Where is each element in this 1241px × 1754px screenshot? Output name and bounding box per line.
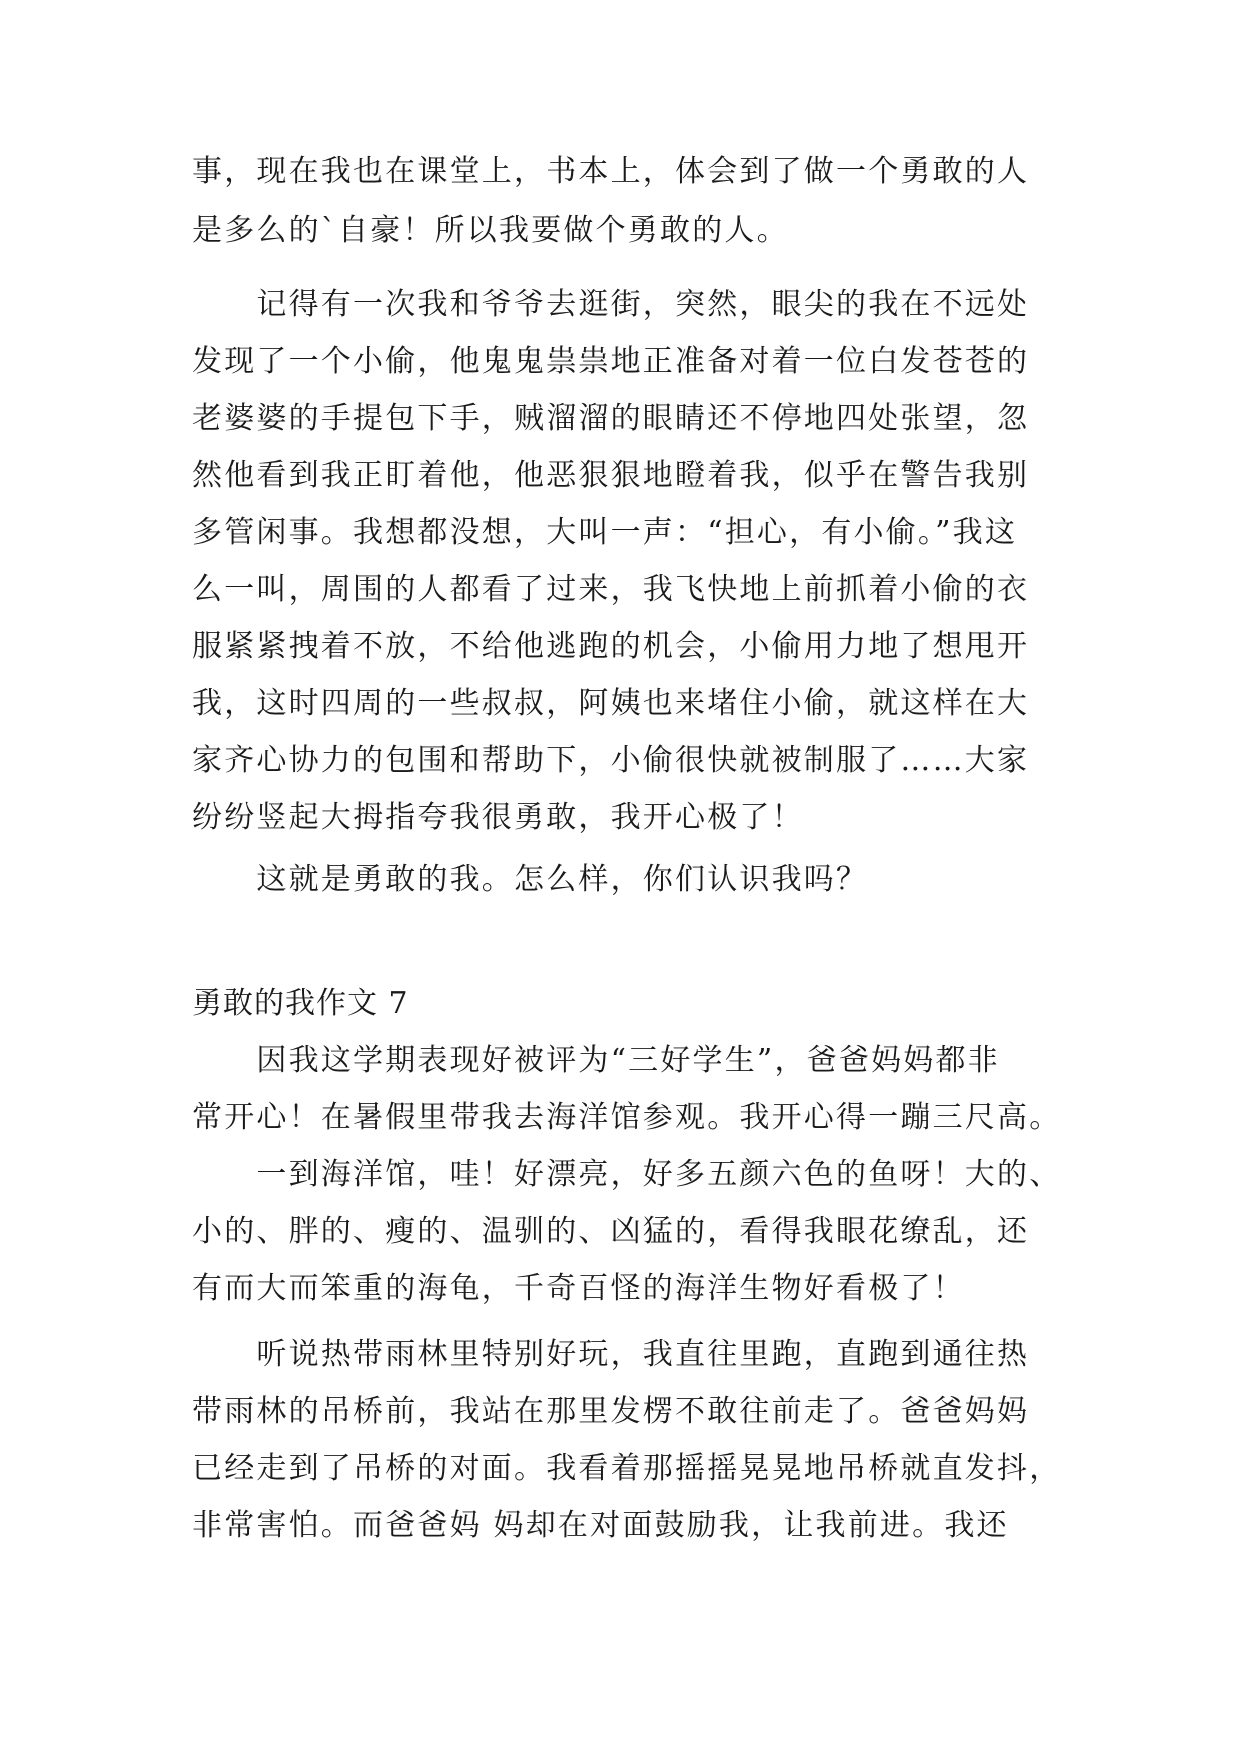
paragraph-line: 多管闲事。我想都没想，大叫一声：“担心，有小偷。”我这 <box>192 515 1018 550</box>
paragraph-line: 老婆婆的手提包下手，贼溜溜的眼睛还不停地四处张望，忽 <box>192 401 1030 436</box>
paragraph-line: 听说热带雨林里特别好玩，我直往里跑，直跑到通往热 <box>192 1337 1030 1372</box>
paragraph-line: 非常害怕。而爸爸妈 妈却在对面鼓励我，让我前进。我还 <box>192 1508 1009 1543</box>
paragraph-line: 事，现在我也在课堂上，书本上，体会到了做一个勇敢的人 <box>192 154 1030 189</box>
paragraph-line: 发现了一个小偷，他鬼鬼祟祟地正准备对着一位白发苍苍的 <box>192 344 1030 379</box>
paragraph-line: 记得有一次我和爷爷去逛街，突然，眼尖的我在不远处 <box>192 287 1030 322</box>
paragraph-line: 带雨林的吊桥前，我站在那里发楞不敢往前走了。爸爸妈妈 <box>192 1394 1030 1429</box>
paragraph-line: 小的、胖的、瘦的、温驯的、凶猛的，看得我眼花缭乱，还 <box>192 1214 1030 1249</box>
paragraph-line: 家齐心协力的包围和帮助下，小偷很快就被制服了……大家 <box>192 743 1030 778</box>
paragraph-line: 因我这学期表现好被评为“三好学生”，爸爸妈妈都非 <box>192 1043 1000 1078</box>
paragraph-line: 一到海洋馆，哇！好漂亮，好多五颜六色的鱼呀！大的、 <box>192 1157 1062 1192</box>
paragraph-line: 服紧紧拽着不放，不给他逃跑的机会，小偷用力地了想甩开 <box>192 629 1030 664</box>
paragraph-line: 是多么的`自豪！所以我要做个勇敢的人。 <box>192 213 789 248</box>
paragraph-line: 然他看到我正盯着他，他恶狠狠地瞪着我，似乎在警告我别 <box>192 458 1030 493</box>
paragraph-line: 纷纷竖起大拇指夸我很勇敢，我开心极了！ <box>192 800 804 835</box>
paragraph-line: 这就是勇敢的我。怎么样，你们认识我吗？ <box>192 862 869 897</box>
paragraph-line: 已经走到了吊桥的对面。我看着那摇摇晃晃地吊桥就直发抖， <box>192 1451 1062 1486</box>
paragraph-line: 么一叫，周围的人都看了过来，我飞快地上前抓着小偷的衣 <box>192 572 1030 607</box>
paragraph-line: 我，这时四周的一些叔叔，阿姨也来堵住小偷，就这样在大 <box>192 686 1030 721</box>
paragraph-line: 常开心！在暑假里带我去海洋馆参观。我开心得一蹦三尺高。 <box>192 1100 1062 1135</box>
paragraph-line: 有而大而笨重的海龟，千奇百怪的海洋生物好看极了！ <box>192 1271 965 1306</box>
section-heading: 勇敢的我作文 7 <box>192 986 409 1021</box>
